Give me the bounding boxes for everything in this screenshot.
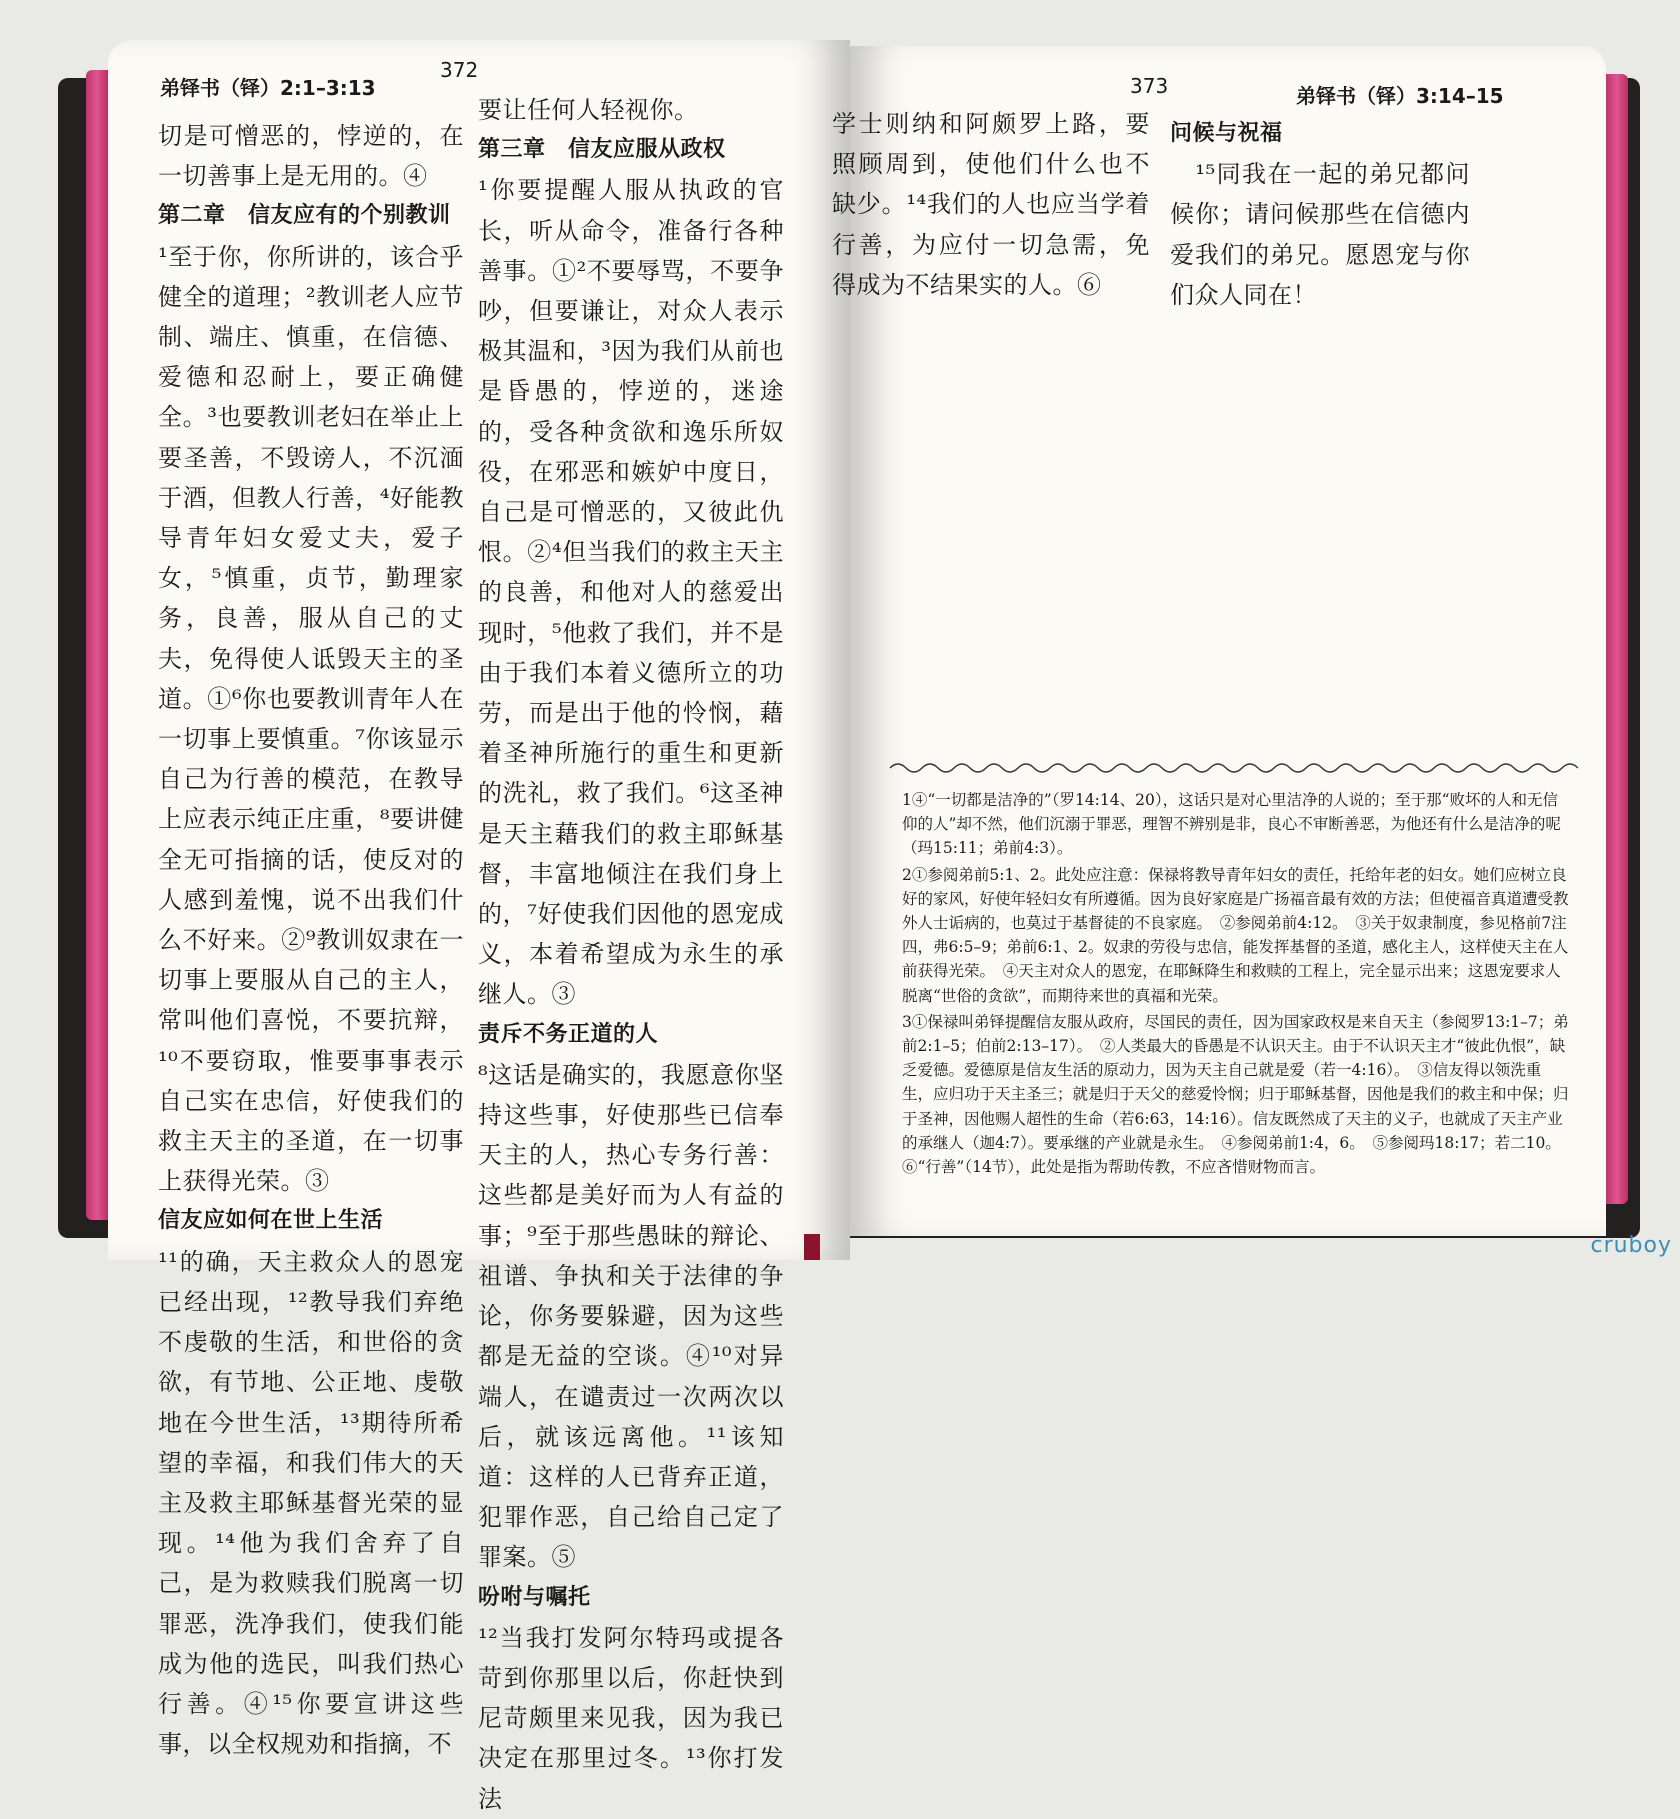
section-heading: 信友应如何在世上生活: [158, 1208, 384, 1234]
right-page-column-2: [1170, 114, 1470, 315]
scripture-paragraph: ¹²当我打发阿尔特玛或提各苛到你那里以后，你赶快到尼苛颇里来见我，因为我已决定在那里过冬。¹³你打发法: [478, 1623, 784, 1813]
scripture-paragraph: 切是可憎恶的，悖逆的，在一切善事上是无用的。④: [158, 122, 464, 191]
section-heading: 责斥不务正道的人: [478, 1021, 659, 1047]
watermark: cruboy: [1590, 1233, 1672, 1258]
bookmark-ribbon: [804, 1234, 820, 1260]
section-heading: 吩咐与嘱托: [478, 1584, 591, 1610]
scripture-paragraph: ¹⁵同我在一起的弟兄都问候你；请问候那些在信德内爱我们的弟兄。愿恩宠与你们众人同在！: [1170, 160, 1470, 309]
scripture-paragraph: 学士则纳和阿颇罗上路，要照顾周到，使他们什么也不缺少。¹⁴我们的人也应当学着行善，为应付一切急需，免得成为不结果实的人。⑥: [832, 110, 1150, 299]
scripture-paragraph: 要让任何人轻视你。: [478, 96, 699, 124]
right-page-column-1: [832, 104, 1150, 305]
section-heading: 第三章 信友应服从政权: [478, 137, 726, 163]
right-page: [832, 46, 1606, 1236]
running-head-right: 弟铎书（铎）3:14–15: [1296, 84, 1504, 108]
scripture-paragraph: ¹¹的确，天主救众人的恩宠已经出现，¹²教导我们弃绝不虔敬的生活，和世俗的贪欲，有节地、公正地、虔敬地在今世生活，¹³期待所希望的幸福，和我们伟大的天主及救主耶稣基督光荣的显现。¹⁴他为我们舍弃了自己，是为救赎我们脱离一切罪恶，洗净我们，使我们能成为他的选民，叫我们热心行善。④¹⁵你要宣讲这些事，以全权规劝和指摘，不: [158, 1247, 464, 1759]
footnote-item: 2①参阅弟前5:1、2。此处应注意：保禄将教导青年妇女的责任，托给年老的妇女。她们应树立良好的家风，好使年轻妇女有所遵循。因为良好家庭是广扬福音最有效的方法；但使福音真道遭受教外人士诟病的，也莫过于基督徒的不良家庭。 ②参阅弟前4:12。 ③关于奴隶制度，参见格前7注四，弗6:5–9；弟前6:1、2。奴隶的劳役与忠信，能发挥基督的圣道，感化主人，这样使天主在人前获得光荣。 ④天主对众人的恩宠，在耶稣降生和救赎的工程上，完全显示出来；这恩宠要求人脱离“世俗的贪欲”，而期待来世的真福和光荣。: [902, 865, 1569, 1005]
right-page-edge: [1606, 74, 1628, 1204]
scripture-paragraph: ¹至于你，你所讲的，该合乎健全的道理；²教训老人应节制、端庄、慎重，在信德、爱德和忍耐上，要正确健全。³也要教训老妇在举止上要圣善，不毁谤人，不沉湎于酒，但教人行善，⁴好能教导青年妇女爱丈夫，爱子女，⁵慎重，贞节，勤理家务，良善，服从自己的丈夫，免得使人诋毁天主的圣道。①⁶你也要教训青年人在一切事上要慎重。⁷你该显示自己为行善的模范，在教导上应表示纯正庄重，⁸要讲健全无可指摘的话，使反对的人感到羞愧，说不出我们什么不好来。②⁹教训奴隶在一切事上要服从自己的主人，常叫他们喜悦，不要抗辩，¹⁰不要窃取，惟要事事表示自己实在忠信，好使我们的救主天主的圣道，在一切事上获得光荣。③: [158, 242, 464, 1196]
footnote-item: 1④“一切都是洁净的”（罗14:14、20），这话只是对心里洁净的人说的；至于那“败坏的人和无信仰的人”却不然，他们沉溺于罪恶，理智不辨别是非，良心不审断善恶，为他还有什么是洁净的呢（玛15:11；弟前4:3）。: [902, 791, 1561, 858]
footnote-item: 3①保禄叫弟铎提醒信友服从政府，尽国民的责任，因为国家政权是来自天主（参阅罗13:1–7；弟前2:1–5；伯前2:13–17）。 ②人类最大的昏愚是不认识天主。由于不认识天主才“彼此仇恨”，缺乏爱德。爱德原是信友生活的原动力，因为天主自己就是爱（若一4:16）。 ③信友得以领洗重生，应归功于天主圣三；就是归于天父的慈爱怜悯；归于耶稣基督，因他是我们的救主和中保；归于圣神，因他赐人超性的生命（若6:63，14:16）。信友既然成了天主的义子，也就成了天主产业的承继人（迦4:7）。要承继的产业就是永生。 ④参阅弟前1:4，6。 ⑤参阅玛18:17；若二10。 ⑥“行善”（14节），此处是指为帮助传教，不应吝惜财物而言。: [902, 1012, 1569, 1177]
scripture-paragraph: ⁸这话是确实的，我愿意你坚持这些事，好使那些已信奉天主的人，热心专务行善：这些都是美好而为人有益的事；⁹至于那些愚昧的辩论、祖谱、争执和关于法律的争论，你务要躲避，因为这些都是无益的空谈。④¹⁰对异端人，在谴责过一次两次以后，就该远离他。¹¹该知道：这样的人已背弃正道，犯罪作恶，自己给自己定了罪案。⑤: [478, 1060, 784, 1572]
scripture-paragraph: ¹你要提醒人服从执政的官长，听从命令，准备行各种善事。①²不要辱骂，不要争吵，但要谦让，对众人表示极其温和，³因为我们从前也是昏愚的，悖逆的，迷途的，受各种贪欲和逸乐所奴役，在邪恶和嫉妒中度日，自己是可憎恶的，又彼此仇恨。②⁴但当我们的救主天主的良善，和他对人的慈爱出现时，⁵他救了我们，并不是由于我们本着义德所立的功劳，而是出于他的怜悯，藉着圣神所施行的重生和更新的洗礼，救了我们。⁶这圣神是天主藉我们的救主耶稣基督，丰富地倾注在我们身上的，⁷好使我们因他的恩宠成义，本着希望成为永生的承继人。③: [478, 176, 784, 1009]
page-number-left: 372: [440, 58, 479, 82]
footnotes: [902, 788, 1572, 1181]
left-page-edge: [86, 70, 108, 1220]
left-page: [108, 40, 850, 1813]
page-number-right: 373: [1130, 74, 1169, 98]
section-heading: 第二章 信友应有的个别教训: [158, 203, 451, 229]
footnote-divider-wave: [890, 758, 1580, 778]
running-head-left: 弟铎书（铎）2:1–3:13: [160, 76, 376, 100]
left-page-column-1: [158, 116, 464, 1764]
section-heading: 问候与祝福: [1170, 121, 1283, 146]
left-page-column-2: [478, 90, 784, 1819]
